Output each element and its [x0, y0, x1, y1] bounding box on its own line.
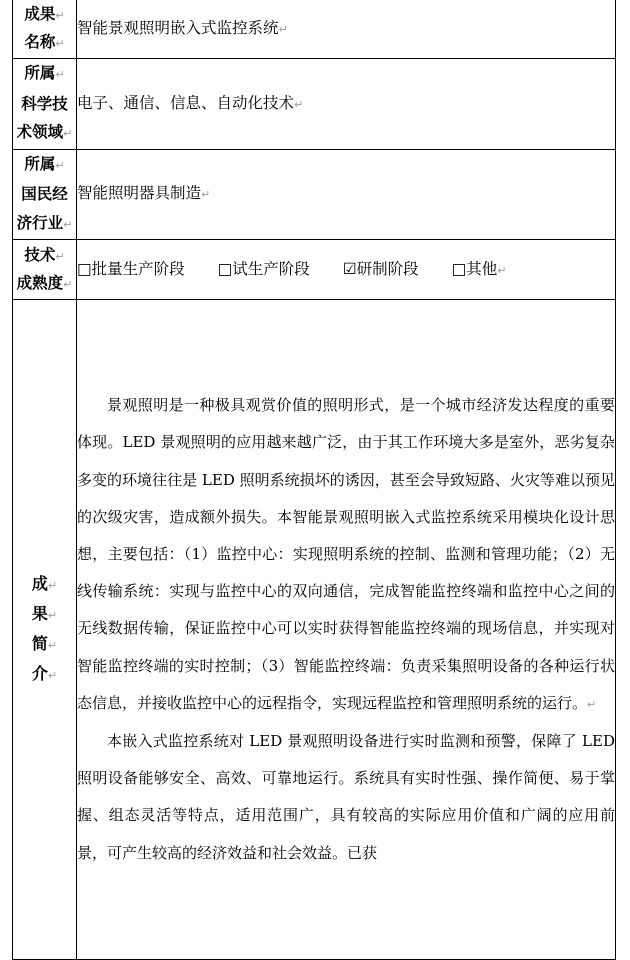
paragraph-mark: ↵ [278, 22, 288, 36]
option-label: 批量生产阶段 [91, 259, 185, 278]
label-line: 国民经 [21, 185, 68, 203]
science-field-value: 电子、通信、信息、自动化技术 [77, 93, 295, 112]
value-cell-maturity [77, 240, 616, 300]
paragraph-mark: ↵ [497, 263, 507, 277]
label-char: 介↵ [31, 663, 58, 683]
maturity-option-other[interactable] [452, 255, 507, 285]
label-line: 名称 [24, 32, 56, 51]
label-introduction [13, 300, 77, 960]
label-line: 成熟度 [16, 273, 64, 292]
maturity-option-mass-production[interactable] [77, 255, 185, 283]
label-char: 简↵ [31, 633, 58, 653]
row-economy-sector [13, 149, 616, 240]
checkbox-empty-icon[interactable]: □ [451, 259, 467, 278]
paragraph-mark: ↵ [63, 127, 73, 140]
label-economy-sector [13, 149, 77, 240]
checkbox-empty-icon[interactable]: □ [217, 259, 233, 278]
option-label: 其他 [466, 259, 498, 278]
achievement-form-table [12, 0, 616, 960]
result-name-value: 智能景观照明嵌入式监控系统 [77, 18, 279, 37]
value-cell-science-field [77, 59, 616, 150]
label-line: 所属 [24, 154, 56, 173]
row-science-field [13, 59, 616, 150]
checkbox-checked-icon[interactable]: ☑ [342, 259, 357, 278]
maturity-option-trial-production[interactable] [218, 255, 310, 283]
label-char: 果↵ [31, 603, 58, 623]
label-science-field [13, 59, 77, 150]
introduction-text-cell [77, 300, 616, 960]
label-maturity [13, 240, 77, 300]
checkbox-empty-icon[interactable]: □ [77, 259, 92, 278]
paragraph-mark: ↵ [55, 249, 65, 263]
label-line: 济行业 [16, 213, 64, 232]
intro-paragraph: 本嵌入式监控系统对 LED 景观照明设备进行实时监测和预警，保障了 LED 照明设备能够安全、高效、可靠地运行。系统具有实时性强、操作简便、易于掌握、组态灵活等特点，适用范围广，具有较高的实际应用价值和广阔的应用前景，可产生较高的经济效益和社会效益。已获 [77, 732, 615, 862]
maturity-option-development[interactable] [343, 255, 419, 283]
economy-sector-value: 智能照明器具制造 [77, 184, 202, 203]
paragraph-mark: ↵ [587, 697, 597, 711]
row-maturity [13, 240, 616, 300]
option-label: 研制阶段 [356, 259, 419, 278]
paragraph-mark: ↵ [294, 97, 304, 111]
row-introduction [13, 300, 616, 960]
label-char: 成↵ [31, 573, 58, 593]
label-line: 技术 [24, 245, 56, 264]
intro-paragraph: 景观照明是一种极具观赏价值的照明形式，是一个城市经济发达程度的重要体现。LED 景观照明的应用越来越广泛，由于其工作环境大多是室外，恶劣复杂多变的环境往往是 LED 照明系统损坏的诱因，甚至会导致短路、火灾等难以预见的次级灾害，造成额外损失。本智能景观照明嵌入式监控系统采用模块化设计思想，主要包括：（1）监控中心：实现照明系统的控制、监测和管理功能；（2）无线传输系统：实现与监控中心的双向通信，完成智能监控终端和监控中心之间的无线数据传输，保证监控中心可以实时获得智能监控终端的现场信息，并实现对智能监控终端的实时控制；（3）智能监控终端：负责采集照明设备的各种运行状态信息，并接收监控中心的远程指令，实现远程监控和管理照明系统的运行。↵ [77, 396, 615, 712]
paragraph-mark: ↵ [63, 217, 73, 231]
label-line: 成果 [24, 4, 56, 23]
paragraph-mark: ↵ [63, 277, 73, 291]
label-result-name [13, 0, 77, 59]
label-line: 术领域 [16, 123, 64, 141]
value-cell-result-name [77, 0, 616, 59]
label-line: 科学技 [21, 94, 68, 113]
label-line: 所属 [24, 64, 56, 82]
row-result-name [13, 0, 616, 59]
value-cell-economy-sector [77, 149, 616, 240]
paragraph-mark: ↵ [55, 8, 65, 22]
paragraph-mark: ↵ [55, 68, 65, 81]
paragraph-mark: ↵ [55, 158, 65, 172]
paragraph-mark: ↵ [201, 188, 211, 202]
option-label: 试生产阶段 [232, 259, 310, 278]
paragraph-mark: ↵ [55, 36, 65, 50]
